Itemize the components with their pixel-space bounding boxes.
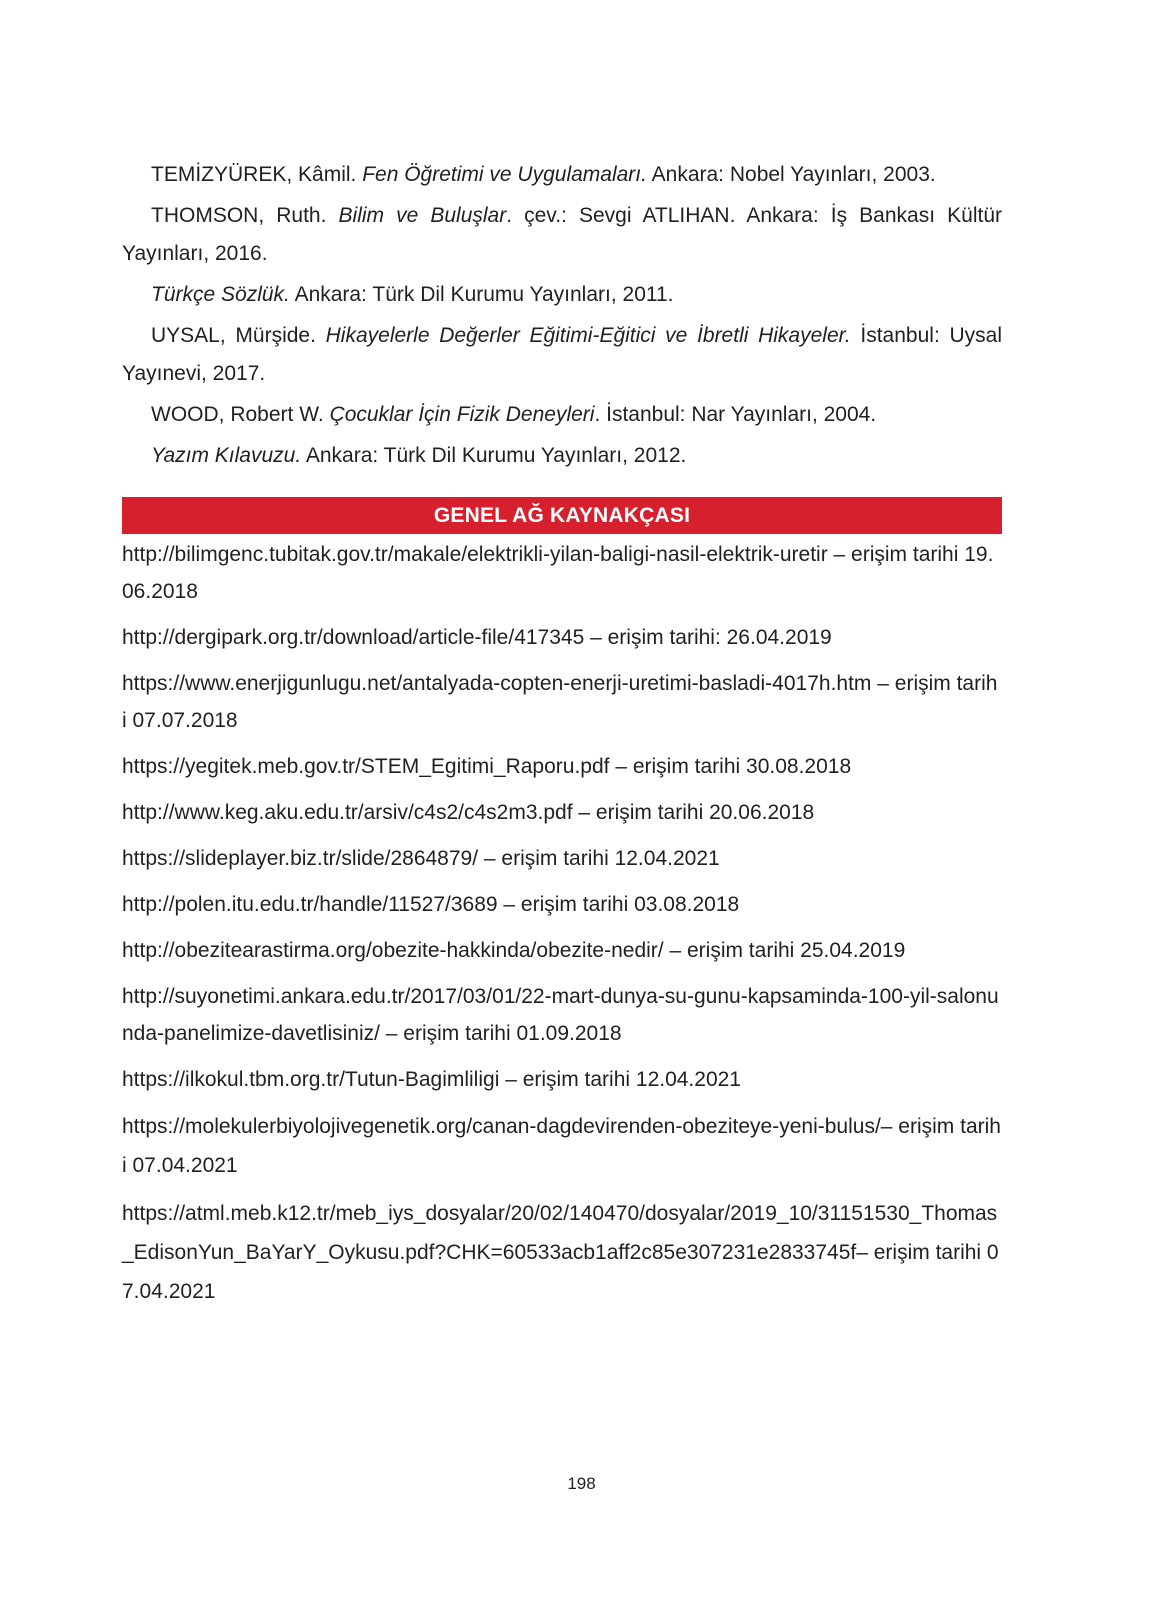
- page-number: 198: [567, 1474, 596, 1493]
- bibliography-list: [122, 156, 1002, 475]
- web-source-entry[interactable]: https://yegitek.meb.gov.tr/STEM_Egitimi_Raporu.pdf – erişim tarihi 30.08.2018: [122, 755, 852, 778]
- web-source-entry[interactable]: https://molekulerbiyolojivegenetik.org/canan-dagdevirenden-obeziteye-yeni-bulus/– erişim tarihi 07.04.2021: [122, 1115, 1001, 1177]
- web-sources-list: [122, 536, 1002, 1311]
- bib-publisher: Ankara: Türk Dil Kurumu Yayınları, 2011.: [289, 283, 674, 306]
- bib-publisher: . İstanbul: Nar Yayınları, 2004.: [594, 403, 877, 426]
- bibliography-entry: [122, 317, 1002, 393]
- web-source-entry[interactable]: http://polen.itu.edu.tr/handle/11527/3689 – erişim tarihi 03.08.2018: [122, 893, 740, 916]
- bib-publisher: İstanbul: Uysal Yayınevi, 2017.: [122, 324, 1002, 385]
- bib-author: TEMİZYÜREK, Kâmil.: [151, 163, 363, 186]
- bib-author: UYSAL, Mürşide.: [151, 324, 326, 347]
- bibliography-entry: [122, 197, 1002, 273]
- bibliography-entry: [122, 396, 1002, 434]
- bib-title: Türkçe Sözlük.: [151, 283, 290, 306]
- web-source-entry[interactable]: http://suyonetimi.ankara.edu.tr/2017/03/01/22-mart-dunya-su-gunu-kapsaminda-100-yil-salonunda-panelimize-davetlisiniz/ – erişim tarihi 01.09.2018: [122, 985, 999, 1045]
- section-header-web-sources: GENEL AĞ KAYNAKÇASI: [122, 497, 1002, 534]
- bib-title: Bilim ve Buluşlar: [338, 204, 507, 227]
- bib-publisher: . çev.: Sevgi ATLIHAN. Ankara: İş Bankası Kültür Yayınları, 2016.: [122, 204, 1002, 265]
- bibliography-entry: [122, 437, 1002, 475]
- document-page: [122, 156, 1002, 1320]
- bibliography-entry: [122, 276, 1002, 314]
- bib-publisher: Ankara: Türk Dil Kurumu Yayınları, 2012.: [301, 444, 687, 467]
- web-source-entry[interactable]: https://atml.meb.k12.tr/meb_iys_dosyalar/20/02/140470/dosyalar/2019_10/31151530_Thomas_EdisonYun_BaYarY_Oykusu.pdf?CHK=60533acb1aff2c85e307231e2833745f– erişim tarihi 07.04.2021: [122, 1202, 999, 1303]
- web-source-entry[interactable]: http://obezitearastirma.org/obezite-hakkinda/obezite-nedir/ – erişim tarihi 25.04.2019: [122, 939, 906, 962]
- web-source-entry[interactable]: http://bilimgenc.tubitak.gov.tr/makale/elektrikli-yilan-baligi-nasil-elektrik-uretir – erişim tarihi 19.06.2018: [122, 543, 994, 603]
- bib-title: Çocuklar İçin Fizik Deneyleri: [329, 403, 595, 426]
- web-source-entry[interactable]: http://www.keg.aku.edu.tr/arsiv/c4s2/c4s2m3.pdf – erişim tarihi 20.06.2018: [122, 801, 815, 824]
- bib-publisher: Ankara: Nobel Yayınları, 2003.: [646, 163, 936, 186]
- bib-title: Fen Öğretimi ve Uygulamaları.: [362, 163, 647, 186]
- bibliography-entry: [122, 156, 1002, 194]
- web-source-entry[interactable]: https://slideplayer.biz.tr/slide/2864879/ – erişim tarihi 12.04.2021: [122, 847, 720, 870]
- web-source-entry[interactable]: https://ilkokul.tbm.org.tr/Tutun-Bagimliligi – erişim tarihi 12.04.2021: [122, 1068, 741, 1091]
- bib-author: THOMSON, Ruth.: [151, 204, 339, 227]
- web-source-entry[interactable]: https://www.enerjigunlugu.net/antalyada-copten-enerji-uretimi-basladi-4017h.htm – erişim tarihi 07.07.2018: [122, 672, 998, 732]
- bib-title: Yazım Kılavuzu.: [151, 444, 302, 467]
- bib-title: Hikayelerle Değerler Eğitimi-Eğitici ve İbretli Hikayeler.: [325, 324, 851, 347]
- bib-author: WOOD, Robert W.: [151, 403, 330, 426]
- web-source-entry[interactable]: http://dergipark.org.tr/download/article-file/417345 – erişim tarihi: 26.04.2019: [122, 626, 832, 649]
